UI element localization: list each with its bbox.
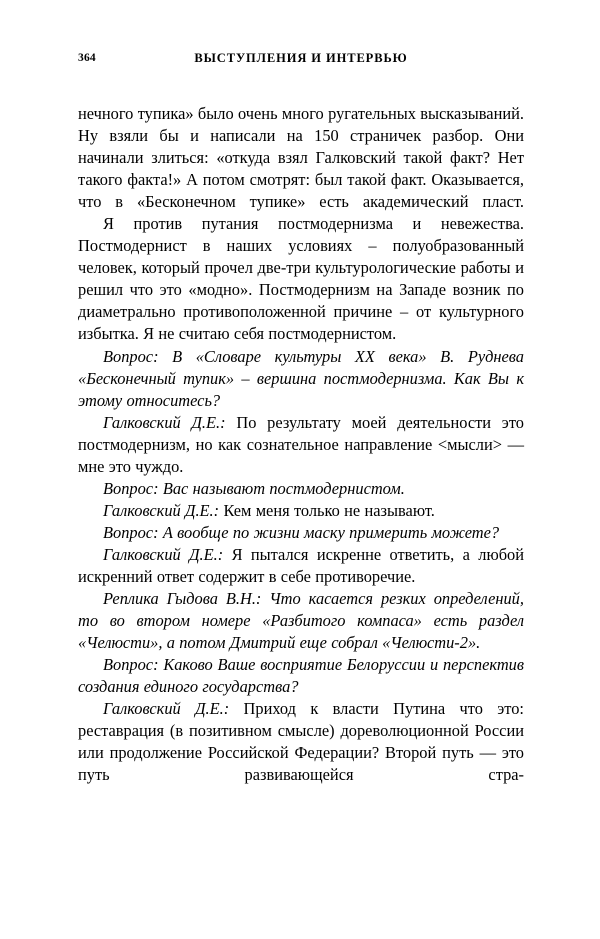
paragraph: Я против путания постмодернизма и невежества. Постмодернист в наших условиях – полуобразованный человек, который прочел две-три культурологические работы и решил что это «модно». Постмодернизм на Западе возник по диаметрально противоположенной причине – от культурного избытка. Я не считаю себя постмодернистом.: [78, 214, 524, 344]
paragraph-question: [78, 654, 524, 698]
paragraph-answer: [78, 412, 524, 478]
paragraph-text: Вас называют постмодернистом.: [162, 478, 405, 498]
speaker-label: Галковский Д.Е.:: [103, 412, 226, 432]
paragraph-remark: [78, 588, 524, 654]
paragraph-text: Кем меня только не называют.: [223, 500, 435, 520]
paragraph-text: Что касается резких определений, то во втором номере «Разбитого компаса» есть раздел «Челюсти», а потом Дмитрий еще собрал «Челюсти-2».: [78, 589, 524, 653]
paragraph-text: Я пытался искренне ответить, а любой искренний ответ содержит в себе противоречие.: [78, 544, 524, 586]
paragraph: нечного тупика» было очень много ругательных высказываний. Ну взяли бы и написали на 150 страничек разбор. Они начинали злиться: «откуда взял Галковский такой факт? Нет такого факта!» А потом смотрят: был такой факт. Оказывается, что в «Бесконечном тупике» есть академический пласт.: [78, 104, 524, 212]
paragraph-question: [78, 478, 524, 500]
body-text: [78, 103, 524, 786]
speaker-label: Галковский Д.Е.:: [103, 544, 224, 564]
paragraph-text: А вообще по жизни маску примерить можете?: [162, 522, 500, 542]
paragraph-answer: [78, 500, 524, 522]
paragraph-text: Каково Ваше восприятие Белоруссии и перспектив создания единого государства?: [78, 655, 524, 697]
paragraph-text: Приход к власти Путина что это: реставрация (в позитивном смысле) дореволюционной России или продолжение Российской Федерации? Второй путь — это путь развивающейся стра-: [78, 699, 524, 785]
page-number: 364: [78, 52, 96, 64]
speaker-label: Вопрос:: [103, 346, 159, 366]
speaker-label: Вопрос:: [103, 522, 159, 542]
speaker-label: Галковский Д.Е.:: [103, 500, 220, 520]
running-title: ВЫСТУПЛЕНИЯ И ИНТЕРВЬЮ: [194, 51, 408, 65]
paragraph-answer: [78, 698, 524, 786]
speaker-label: Вопрос:: [103, 478, 159, 498]
speaker-label: Галковский Д.Е.:: [103, 699, 230, 719]
speaker-label: Реплика Гыдова В.Н.:: [103, 589, 262, 609]
paragraph-question: [78, 346, 524, 412]
page-header: [78, 48, 524, 68]
paragraph-answer: [78, 544, 524, 588]
speaker-label: Вопрос:: [103, 655, 159, 675]
paragraph-question: [78, 522, 524, 544]
paragraph-text: По результату моей деятельности это постмодернизм, но как сознательное направление <мысли> — мне это чуждо.: [78, 412, 524, 476]
paragraph-text: В «Словаре культуры XX века» В. Руднева «Бесконечный тупик» – вершина постмодернизма. Как Вы к этому относитесь?: [78, 346, 524, 410]
